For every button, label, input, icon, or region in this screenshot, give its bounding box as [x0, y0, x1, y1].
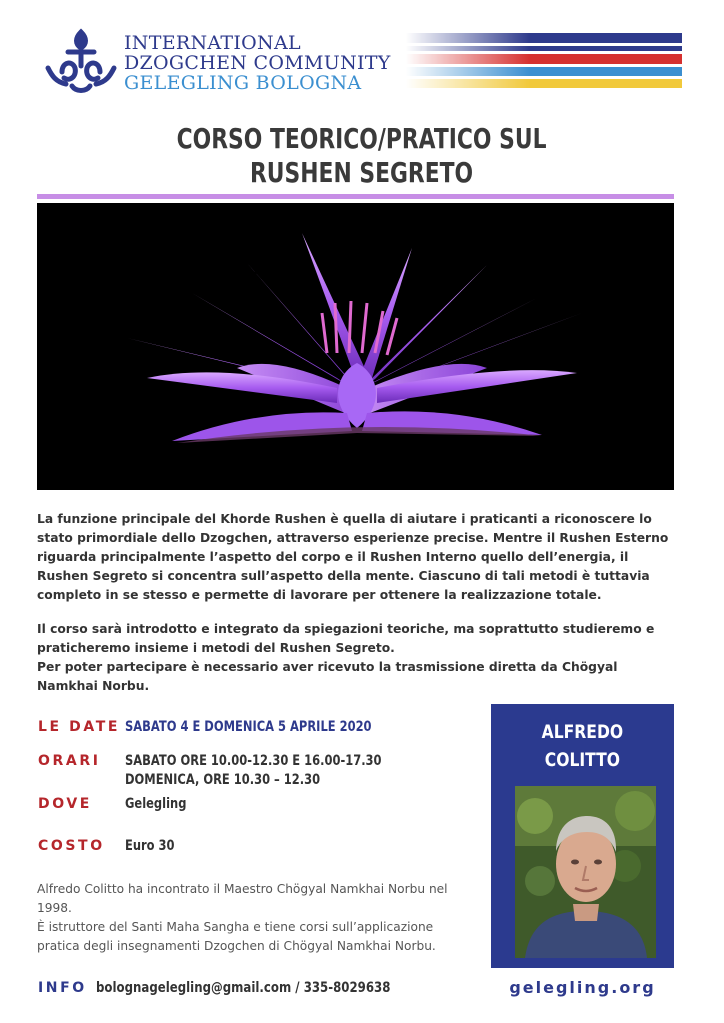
- logo-line-3: GELEGLING BOLOGNA: [124, 72, 362, 94]
- teacher-portrait: [515, 786, 656, 958]
- cost-value: Euro 30: [125, 838, 175, 854]
- logo-line-1: INTERNATIONAL: [124, 32, 301, 54]
- title-line-2: RUSHEN SEGRETO: [249, 156, 474, 189]
- teacher-bio: [37, 880, 472, 956]
- date-value: SABATO 4 E DOMENICA 5 APRILE 2020: [125, 719, 372, 735]
- description-paragraph-2: Il corso sarà introdotto e integrato da spiegazioni teoriche, ma soprattutto studieremo e praticheremo insieme i metodi del Rushen Segreto.: [37, 622, 655, 655]
- bio-line-1: Alfredo Colitto ha incontrato il Maestro Chögyal Namkhai Norbu nel 1998.: [37, 882, 448, 915]
- lotus-photo: [37, 203, 674, 490]
- hours-label: ORARI: [38, 753, 101, 769]
- logo-wordmark: [124, 33, 391, 93]
- teacher-last-name: COLITTO: [544, 749, 621, 771]
- date-label: LE DATE: [38, 719, 121, 735]
- teacher-first-name: ALFREDO: [541, 721, 624, 743]
- logo-line-2: DZOGCHEN COMMUNITY: [124, 52, 391, 74]
- course-description: [37, 510, 677, 696]
- info-label: INFO: [38, 980, 87, 996]
- course-title: [79, 122, 644, 190]
- hours-value-saturday: SABATO ORE 10.00-12.30 E 16.00-17.30: [125, 753, 382, 769]
- lotus-flower-icon: [37, 203, 674, 490]
- contact-info[interactable]: bolognagelegling@gmail.com / 335-8029638: [96, 980, 391, 996]
- cost-label: COSTO: [38, 838, 105, 854]
- description-paragraph-1: La funzione principale del Khorde Rushen è quella di aiutare i praticanti a riconoscere lo stato primordiale dello Dzogchen, attraverso esperienze precise. Mentre il Rushen Esterno riguarda principalmente l’aspetto del corpo e il Rushen Interno quello dell’energia, il Rushen Segreto si concentra sull’aspetto della mente. Ciascuno di tali metodi è tuttavia completo in se stesso e permette di lavorare per ottenere la realizzazione totale.: [37, 512, 669, 602]
- header-color-stripes: [406, 32, 682, 90]
- teacher-name: [507, 718, 657, 774]
- bio-line-2: È istruttore del Santi Maha Sangha e tiene corsi sull’applicazione pratica degli insegnamenti Dzogchen di Chögyal Namkhai Norbu.: [37, 920, 436, 953]
- title-divider: [37, 194, 674, 199]
- hours-value-sunday: DOMENICA, ORE 10.30 – 12.30: [125, 772, 321, 788]
- website-link[interactable]: gelegling.org: [509, 978, 656, 997]
- place-label: DOVE: [38, 796, 92, 812]
- place-value: Gelegling: [125, 796, 187, 812]
- community-logo-icon: [42, 26, 120, 96]
- title-line-1: CORSO TEORICO/PRATICO SUL: [176, 122, 547, 155]
- description-paragraph-3: Per poter partecipare è necessario aver ricevuto la trasmissione diretta da Chögyal Namkhai Norbu.: [37, 660, 618, 693]
